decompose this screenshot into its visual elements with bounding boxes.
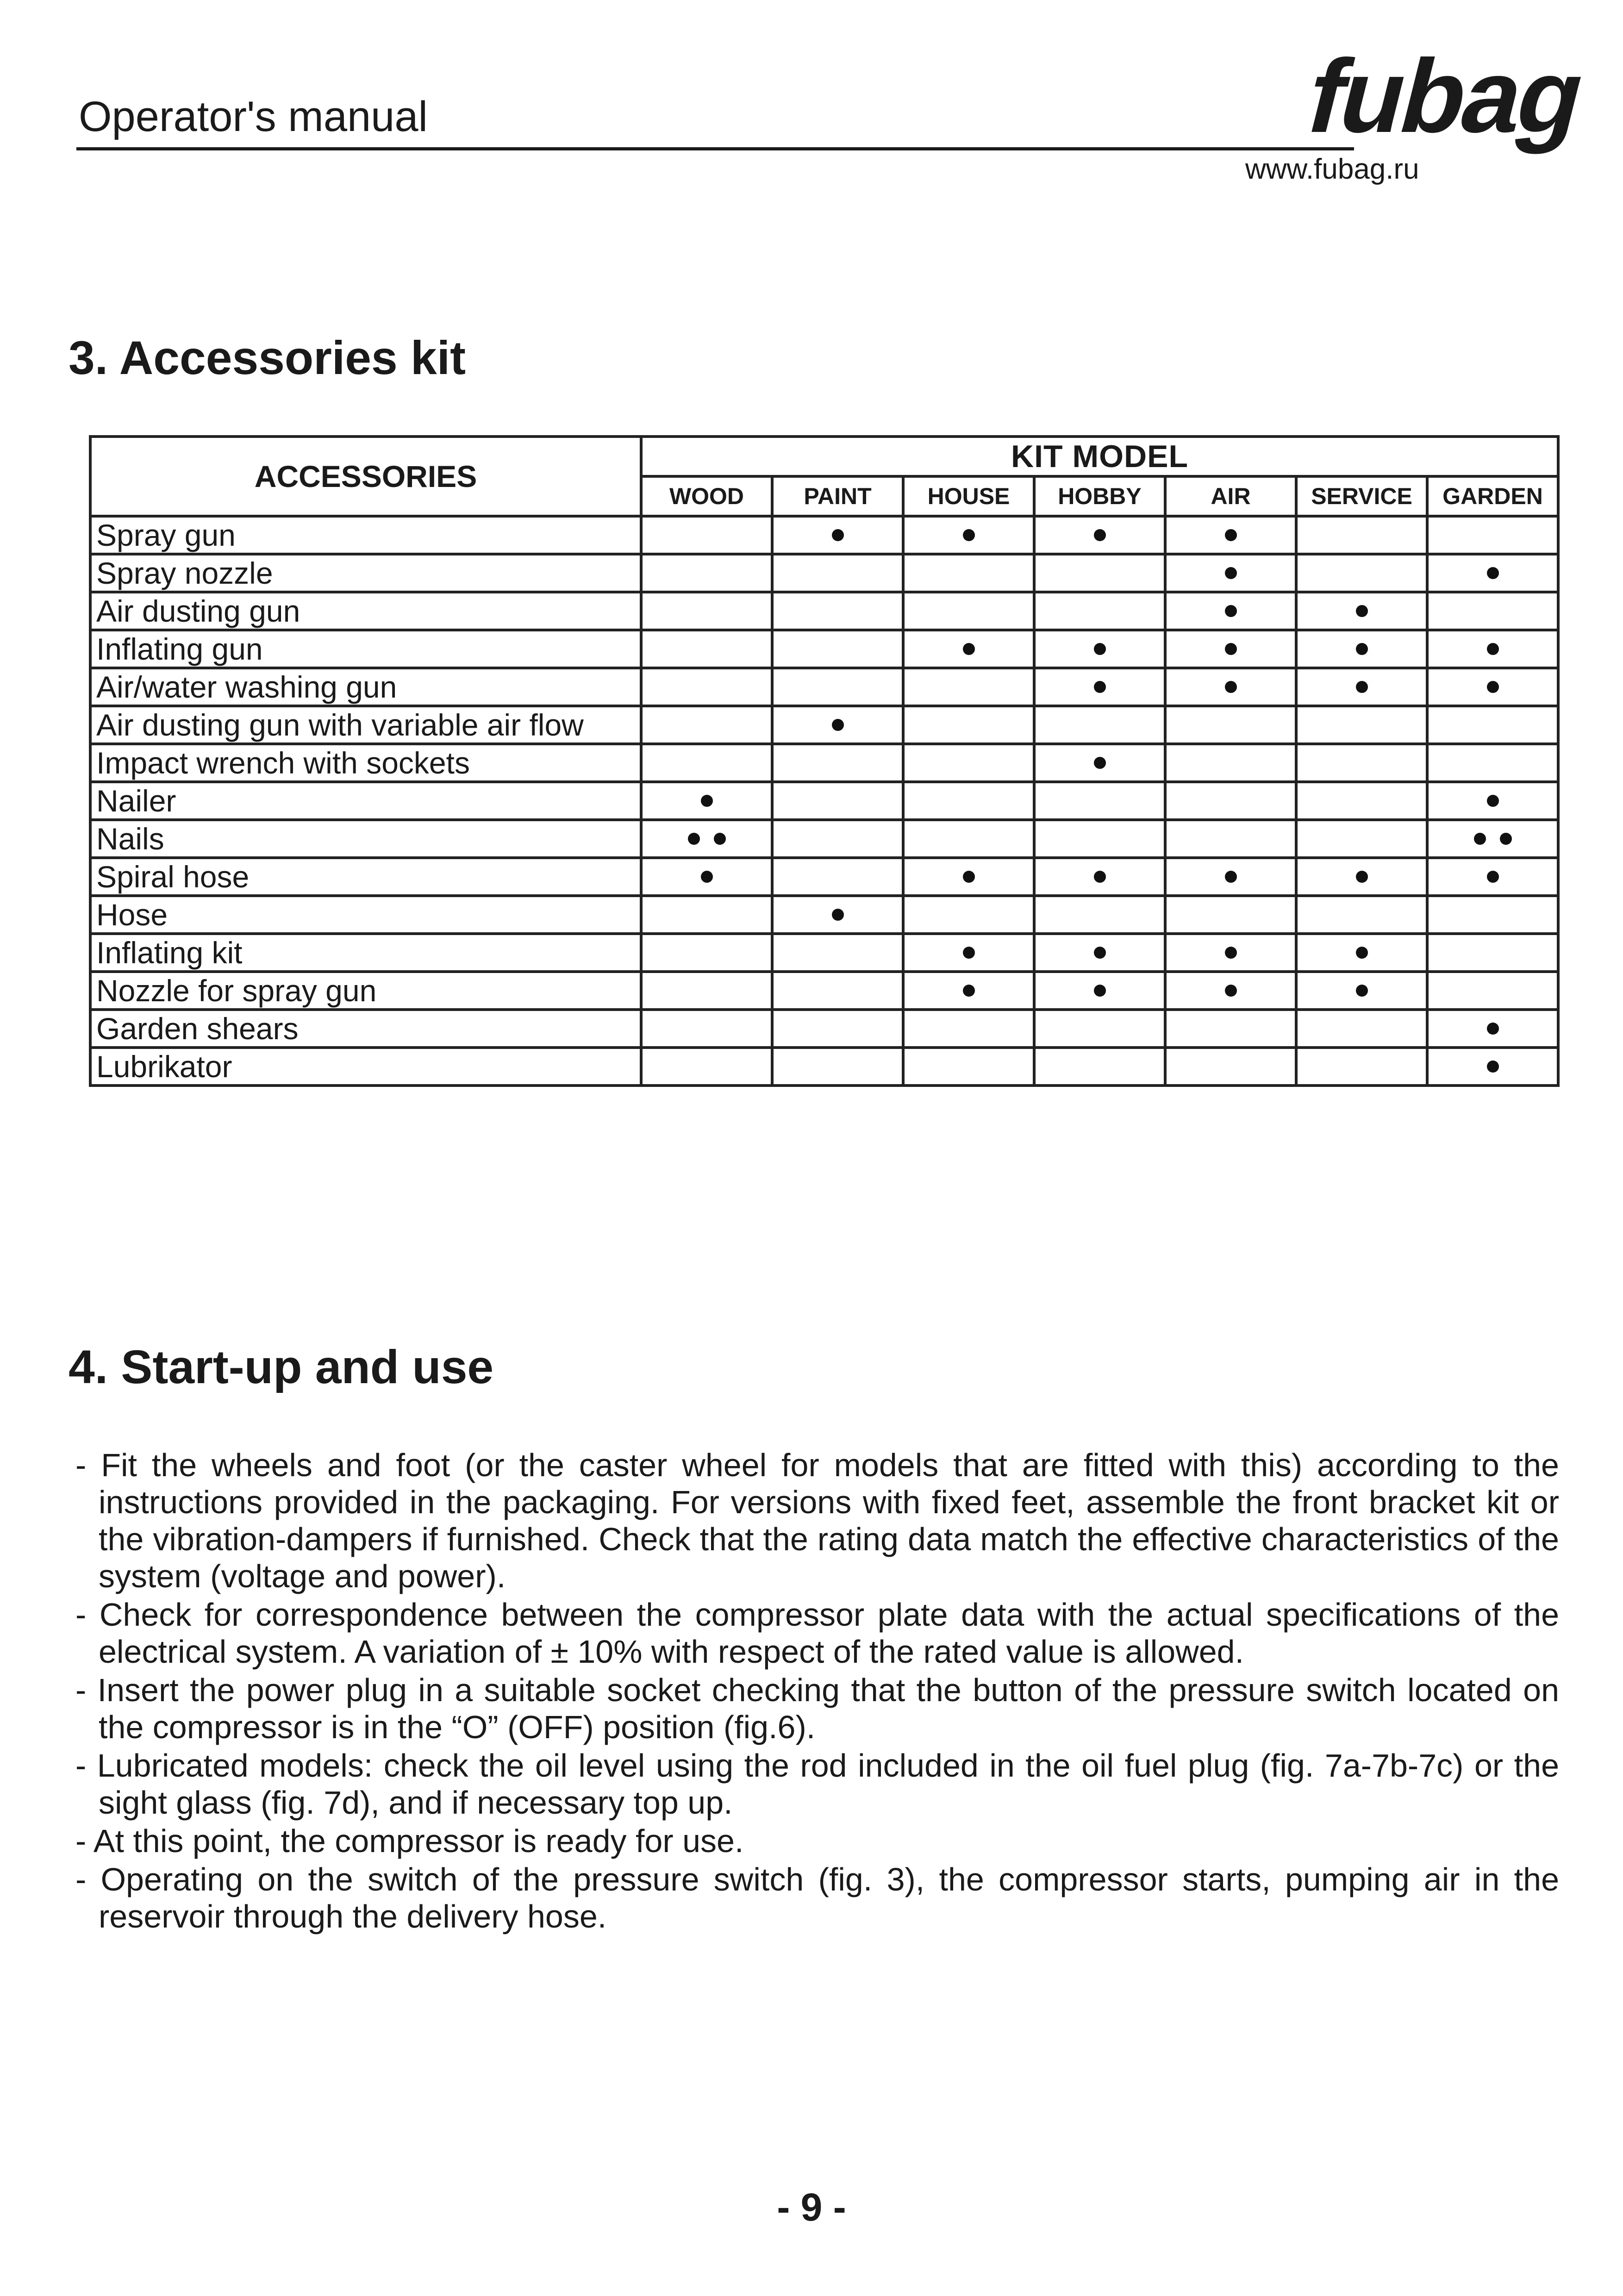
kit-cell bbox=[772, 554, 903, 592]
kit-cell bbox=[1427, 782, 1558, 820]
kit-cell bbox=[903, 668, 1034, 706]
accessory-name: Nozzle for spray gun bbox=[90, 972, 641, 1010]
kit-cell bbox=[641, 934, 772, 972]
column-header-hobby: HOBBY bbox=[1034, 476, 1165, 516]
kit-cell bbox=[1034, 858, 1165, 896]
included-dot-icon bbox=[1487, 871, 1499, 883]
table-row bbox=[90, 972, 1558, 1010]
startup-instructions bbox=[69, 1447, 1559, 1936]
kit-cell bbox=[772, 820, 903, 858]
table-row bbox=[90, 1010, 1558, 1048]
column-header-house: HOUSE bbox=[903, 476, 1034, 516]
instruction-paragraph: - Check for correspondence between the compressor plate data with the actual specifications of the electrical system. A variation of ± 10% with respect of the rated value is allowed. bbox=[75, 1597, 1559, 1670]
kit-cell bbox=[1034, 1048, 1165, 1086]
table-row bbox=[90, 858, 1558, 896]
table-row bbox=[90, 934, 1558, 972]
included-dot-icon bbox=[1094, 757, 1106, 769]
included-dot-icon bbox=[832, 719, 844, 731]
included-dot-icon bbox=[701, 795, 713, 807]
kit-cell bbox=[641, 706, 772, 744]
table-row bbox=[90, 820, 1558, 858]
included-dot-icon bbox=[963, 529, 975, 541]
included-dot-icon bbox=[701, 871, 713, 883]
kit-cell bbox=[1427, 1048, 1558, 1086]
kit-cell bbox=[1296, 820, 1427, 858]
kit-cell bbox=[1296, 1010, 1427, 1048]
kit-cell bbox=[1165, 668, 1296, 706]
table-row bbox=[90, 744, 1558, 782]
kit-cell bbox=[1165, 782, 1296, 820]
kit-cell bbox=[1034, 668, 1165, 706]
kit-cell bbox=[1427, 668, 1558, 706]
accessory-name: Hose bbox=[90, 896, 641, 934]
included-dot-icon bbox=[1500, 833, 1512, 845]
kit-cell bbox=[1427, 1010, 1558, 1048]
included-dot-icon bbox=[963, 643, 975, 655]
accessory-name: Spray nozzle bbox=[90, 554, 641, 592]
table-row bbox=[90, 706, 1558, 744]
accessory-name: Nails bbox=[90, 820, 641, 858]
included-dot-icon bbox=[1487, 681, 1499, 693]
kit-cell bbox=[1034, 820, 1165, 858]
included-dot-icon bbox=[1474, 833, 1486, 845]
table-row bbox=[90, 782, 1558, 820]
kit-cell bbox=[1165, 820, 1296, 858]
kit-cell bbox=[1165, 630, 1296, 668]
kit-cell bbox=[1296, 896, 1427, 934]
included-dot-icon bbox=[1356, 643, 1368, 655]
kit-cell bbox=[641, 1048, 772, 1086]
kit-cell bbox=[1427, 706, 1558, 744]
kit-cell bbox=[1427, 896, 1558, 934]
kit-cell bbox=[1165, 1048, 1296, 1086]
kit-cell bbox=[1165, 858, 1296, 896]
page-number: - 9 - bbox=[777, 2185, 846, 2229]
manual-title: Operator's manual bbox=[79, 93, 428, 140]
kit-cell bbox=[1296, 554, 1427, 592]
included-dot-icon bbox=[963, 985, 975, 997]
kit-cell bbox=[903, 934, 1034, 972]
accessory-name: Air dusting gun bbox=[90, 592, 641, 630]
kit-cell bbox=[1034, 706, 1165, 744]
kit-cell bbox=[772, 934, 903, 972]
kit-cell bbox=[641, 782, 772, 820]
kit-cell bbox=[903, 554, 1034, 592]
kit-cell bbox=[1296, 668, 1427, 706]
included-dot-icon bbox=[1094, 947, 1106, 959]
kit-cell bbox=[1034, 972, 1165, 1010]
kit-cell bbox=[1165, 1010, 1296, 1048]
kit-cell bbox=[1427, 630, 1558, 668]
kit-cell bbox=[1034, 1010, 1165, 1048]
included-dot-icon bbox=[963, 871, 975, 883]
included-dot-icon bbox=[1356, 947, 1368, 959]
kit-cell bbox=[1165, 554, 1296, 592]
included-dot-icon bbox=[1356, 681, 1368, 693]
column-header-wood: WOOD bbox=[641, 476, 772, 516]
accessory-name: Air dusting gun with variable air flow bbox=[90, 706, 641, 744]
instruction-paragraph: - Fit the wheels and foot (or the caster wheel for models that are fitted with this) according to the instructions provided in the packaging. For versions with fixed feet, assemble the front bracket kit or the vibration-dampers if furnished. Check that the rating data match the effective characteristics of the system (voltage and power). bbox=[75, 1447, 1559, 1594]
kit-cell bbox=[1034, 744, 1165, 782]
kit-cell bbox=[1296, 630, 1427, 668]
kit-cell bbox=[903, 858, 1034, 896]
included-dot-icon bbox=[832, 529, 844, 541]
table-row bbox=[90, 630, 1558, 668]
kit-cell bbox=[772, 516, 903, 554]
included-dot-icon bbox=[1094, 985, 1106, 997]
accessory-name: Lubrikator bbox=[90, 1048, 641, 1086]
kit-cell bbox=[1296, 592, 1427, 630]
instruction-paragraph: - At this point, the compressor is ready for use. bbox=[75, 1823, 744, 1859]
included-dot-icon bbox=[1225, 529, 1237, 541]
included-dot-icon bbox=[1094, 643, 1106, 655]
accessory-name: Nailer bbox=[90, 782, 641, 820]
included-dot-icon bbox=[832, 909, 844, 921]
kit-cell bbox=[641, 592, 772, 630]
kit-cell bbox=[1296, 972, 1427, 1010]
kit-cell bbox=[772, 896, 903, 934]
kit-cell bbox=[1165, 972, 1296, 1010]
kit-cell bbox=[1034, 896, 1165, 934]
kit-cell bbox=[1296, 782, 1427, 820]
accessory-name: Garden shears bbox=[90, 1010, 641, 1048]
kit-cell bbox=[1296, 744, 1427, 782]
kit-cell bbox=[903, 820, 1034, 858]
fubag-logo bbox=[1296, 38, 1595, 171]
website-url: www.fubag.ru bbox=[1245, 153, 1419, 185]
logo-text: fubag bbox=[1296, 38, 1595, 155]
kit-cell bbox=[1296, 1048, 1427, 1086]
included-dot-icon bbox=[1356, 985, 1368, 997]
kit-cell bbox=[772, 592, 903, 630]
kit-cell bbox=[641, 896, 772, 934]
kit-cell bbox=[903, 706, 1034, 744]
instruction-paragraph: - Operating on the switch of the pressure switch (fig. 3), the compressor starts, pumping air in the reservoir through the delivery hose. bbox=[75, 1861, 1559, 1934]
kit-cell bbox=[903, 1010, 1034, 1048]
included-dot-icon bbox=[1487, 1061, 1499, 1073]
kit-cell bbox=[1296, 516, 1427, 554]
kit-cell bbox=[1427, 934, 1558, 972]
included-dot-icon bbox=[1225, 605, 1237, 617]
kit-cell bbox=[1427, 592, 1558, 630]
kit-cell bbox=[1165, 592, 1296, 630]
section-heading-startup: 4. Start-up and use bbox=[69, 1341, 494, 1393]
header-divider bbox=[76, 147, 1354, 150]
kit-cell bbox=[772, 1048, 903, 1086]
kit-cell bbox=[772, 782, 903, 820]
kit-cell bbox=[772, 630, 903, 668]
column-header-air: AIR bbox=[1165, 476, 1296, 516]
accessory-name: Air/water washing gun bbox=[90, 668, 641, 706]
column-header-garden: GARDEN bbox=[1427, 476, 1558, 516]
kit-cell bbox=[1034, 782, 1165, 820]
kit-cell bbox=[641, 744, 772, 782]
kit-cell bbox=[1296, 706, 1427, 744]
kit-cell bbox=[1034, 630, 1165, 668]
included-dot-icon bbox=[1356, 871, 1368, 883]
kit-cell bbox=[772, 858, 903, 896]
included-dot-icon bbox=[1487, 643, 1499, 655]
kit-cell bbox=[903, 782, 1034, 820]
kit-cell bbox=[641, 668, 772, 706]
table-row bbox=[90, 554, 1558, 592]
kit-cell bbox=[641, 858, 772, 896]
included-dot-icon bbox=[1225, 567, 1237, 579]
included-dot-icon bbox=[714, 833, 726, 845]
column-header-paint: PAINT bbox=[772, 476, 903, 516]
kit-cell bbox=[1427, 820, 1558, 858]
included-dot-icon bbox=[1487, 567, 1499, 579]
included-dot-icon bbox=[1225, 947, 1237, 959]
section-heading-accessories: 3. Accessories kit bbox=[69, 331, 466, 384]
included-dot-icon bbox=[1225, 643, 1237, 655]
table-row bbox=[90, 1048, 1558, 1086]
kit-cell bbox=[772, 706, 903, 744]
kit-cell bbox=[1165, 934, 1296, 972]
accessory-name: Inflating kit bbox=[90, 934, 641, 972]
kit-cell bbox=[772, 972, 903, 1010]
kit-cell bbox=[1296, 934, 1427, 972]
kit-model-header: KIT MODEL bbox=[641, 437, 1558, 476]
accessory-name: Inflating gun bbox=[90, 630, 641, 668]
kit-cell bbox=[1296, 858, 1427, 896]
table-row bbox=[90, 896, 1558, 934]
kit-cell bbox=[772, 744, 903, 782]
instruction-paragraph: - Lubricated models: check the oil level using the rod included in the oil fuel plug (fig. 7a-7b-7c) or the sight glass (fig. 7d), and if necessary top up. bbox=[75, 1747, 1559, 1821]
kit-cell bbox=[641, 1010, 772, 1048]
table-row bbox=[90, 592, 1558, 630]
accessories-header: ACCESSORIES bbox=[90, 437, 641, 516]
kit-cell bbox=[903, 516, 1034, 554]
kit-cell bbox=[1427, 516, 1558, 554]
kit-cell bbox=[772, 668, 903, 706]
kit-cell bbox=[1165, 706, 1296, 744]
kit-cell bbox=[1034, 554, 1165, 592]
kit-cell bbox=[1427, 744, 1558, 782]
accessory-name: Spray gun bbox=[90, 516, 641, 554]
kit-cell bbox=[903, 972, 1034, 1010]
included-dot-icon bbox=[1487, 795, 1499, 807]
kit-cell bbox=[1427, 554, 1558, 592]
included-dot-icon bbox=[1094, 871, 1106, 883]
kit-cell bbox=[1165, 896, 1296, 934]
included-dot-icon bbox=[688, 833, 700, 845]
accessories-kit-table bbox=[89, 435, 1560, 1087]
accessory-name: Spiral hose bbox=[90, 858, 641, 896]
included-dot-icon bbox=[1094, 681, 1106, 693]
kit-cell bbox=[641, 972, 772, 1010]
included-dot-icon bbox=[1225, 985, 1237, 997]
included-dot-icon bbox=[1487, 1023, 1499, 1035]
kit-cell bbox=[772, 1010, 903, 1048]
accessory-name: Impact wrench with sockets bbox=[90, 744, 641, 782]
included-dot-icon bbox=[1094, 529, 1106, 541]
included-dot-icon bbox=[1356, 605, 1368, 617]
table-row bbox=[90, 668, 1558, 706]
kit-cell bbox=[641, 554, 772, 592]
kit-cell bbox=[1427, 858, 1558, 896]
kit-cell bbox=[903, 630, 1034, 668]
kit-cell bbox=[1034, 934, 1165, 972]
table-row bbox=[90, 516, 1558, 554]
kit-cell bbox=[1034, 516, 1165, 554]
kit-cell bbox=[1165, 516, 1296, 554]
instruction-paragraph: - Insert the power plug in a suitable socket checking that the button of the pressure switch located on the compressor is in the “O” (OFF) position (fig.6). bbox=[75, 1672, 1559, 1745]
kit-cell bbox=[641, 820, 772, 858]
included-dot-icon bbox=[1225, 871, 1237, 883]
kit-cell bbox=[1427, 972, 1558, 1010]
kit-cell bbox=[1165, 744, 1296, 782]
included-dot-icon bbox=[1225, 681, 1237, 693]
column-header-service: SERVICE bbox=[1296, 476, 1427, 516]
kit-cell bbox=[1034, 592, 1165, 630]
kit-cell bbox=[903, 896, 1034, 934]
kit-cell bbox=[903, 744, 1034, 782]
kit-cell bbox=[903, 592, 1034, 630]
kit-cell bbox=[903, 1048, 1034, 1086]
included-dot-icon bbox=[963, 947, 975, 959]
kit-cell bbox=[641, 630, 772, 668]
kit-cell bbox=[641, 516, 772, 554]
